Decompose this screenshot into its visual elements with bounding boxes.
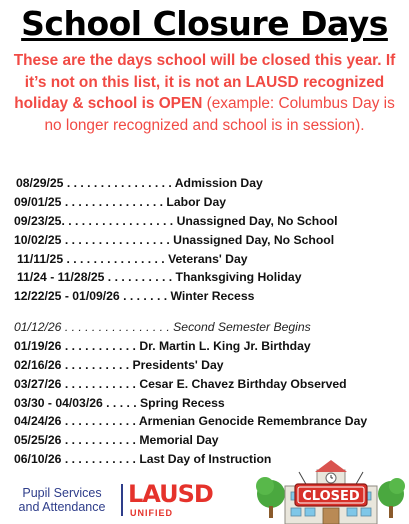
department-name: Pupil Services and Attendance xyxy=(18,486,106,514)
intro-example-text: (example: Columbus Day is no longer recognized and school is in session). xyxy=(44,95,395,134)
semester-start-row: 01/12/26 . . . . . . . . . . . . . . . . Second Semester Begins xyxy=(14,320,311,334)
closure-row: 09/23/25. . . . . . . . . . . . . . . . . Unassigned Day, No School xyxy=(14,213,338,228)
closure-row: 01/19/26 . . . . . . . . . . . Dr. Martin L. King Jr. Birthday xyxy=(14,338,311,353)
fall-closure-list xyxy=(14,174,404,306)
closure-row: 02/16/26 . . . . . . . . . . Presidents' Day xyxy=(14,357,224,372)
closure-row: 03/27/26 . . . . . . . . . . . Cesar E. Chavez Birthday Observed xyxy=(14,376,347,391)
spring-closure-list xyxy=(14,318,406,469)
intro-bold-text: These are the days school will be closed this year. If it’s not on this list, it is not an LAUSD recognized holiday & school is OPEN xyxy=(13,52,396,112)
closure-row: 06/10/26 . . . . . . . . . . . Last Day of Instruction xyxy=(14,452,272,467)
closure-row: 10/02/25 . . . . . . . . . . . . . . . . Unassigned Day, No School xyxy=(14,232,335,247)
closure-row: 09/01/25 . . . . . . . . . . . . . . . Labor Day xyxy=(14,194,227,209)
closure-row: 03/30 - 04/03/26 . . . . . Spring Recess xyxy=(14,395,225,410)
department-logo xyxy=(0,478,240,524)
closed-sign-text: CLOSED xyxy=(302,489,360,504)
page-title: School Closure Days xyxy=(21,4,388,43)
closure-row: 05/25/26 . . . . . . . . . . . Memorial Day xyxy=(14,433,219,448)
closed-school-illustration xyxy=(255,456,405,524)
closure-row: 08/29/25 . . . . . . . . . . . . . . . . Admission Day xyxy=(16,176,263,190)
logo-divider xyxy=(121,484,123,516)
lausd-logo: LAUSD xyxy=(128,480,213,508)
closure-row: 12/22/25 - 01/09/26 . . . . . . . Winter Recess xyxy=(14,289,255,304)
closure-row: 11/11/25 . . . . . . . . . . . . . . . Veterans' Day xyxy=(17,251,248,266)
closure-row: 11/24 - 11/28/25 . . . . . . . . . . Thanksgiving Holiday xyxy=(17,270,302,285)
intro-notice xyxy=(6,50,403,136)
closure-row: 04/24/26 . . . . . . . . . . . Armenian Genocide Remembrance Day xyxy=(14,414,368,429)
lausd-logo-subtitle: UNIFIED xyxy=(130,508,173,518)
